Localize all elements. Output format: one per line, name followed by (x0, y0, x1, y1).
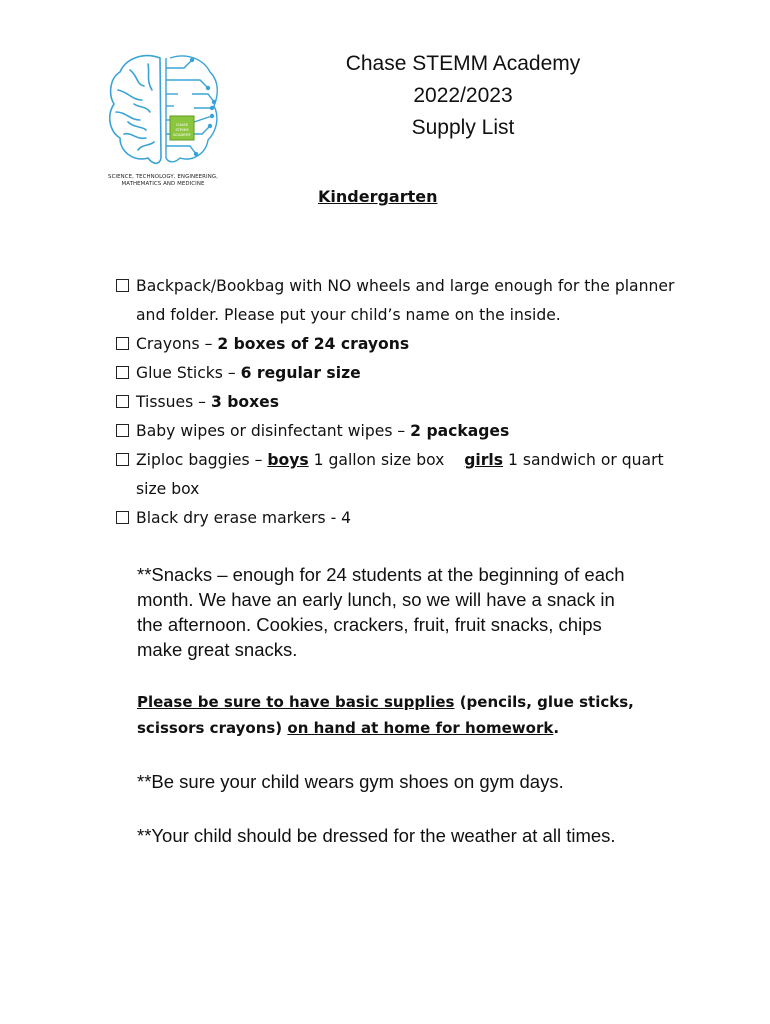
logo-caption: SCIENCE, TECHNOLOGY, ENGINEERING, MATHEMATICS AND MEDICINE (108, 174, 218, 187)
checkbox-icon[interactable] (116, 366, 129, 379)
supply-list (116, 272, 696, 533)
basic-supplies-note: Please be sure to have basic supplies (pencils, glue sticks, scissors crayons) on hand at home for homework. (137, 693, 634, 737)
checkbox-icon[interactable] (116, 424, 129, 437)
school-year: 2022/2023 (413, 84, 513, 107)
weather-note: **Your child should be dressed for the weather at all times. (137, 825, 616, 846)
document-header (263, 48, 663, 144)
list-item: Glue Sticks – 6 regular size (116, 359, 696, 388)
checkbox-icon[interactable] (116, 279, 129, 292)
svg-text:ACADEMY: ACADEMY (173, 133, 191, 137)
checkbox-icon[interactable] (116, 395, 129, 408)
grade-heading: Kindergarten (318, 187, 438, 206)
list-item: Backpack/Bookbag with NO wheels and large enough for the planner and folder. Please put your child’s name on the inside. (116, 272, 696, 330)
list-item: Tissues – 3 boxes (116, 388, 696, 417)
list-item: Crayons – 2 boxes of 24 crayons (116, 330, 696, 359)
checkbox-icon[interactable] (116, 453, 129, 466)
checkbox-icon[interactable] (116, 337, 129, 350)
svg-text:STEMM: STEMM (175, 128, 189, 132)
document-title: Supply List (411, 116, 515, 139)
brain-circuit-icon (104, 50, 222, 172)
list-item: Baby wipes or disinfectant wipes – 2 packages (116, 417, 696, 446)
checkbox-icon[interactable] (116, 511, 129, 524)
badge-text: CHASE (175, 123, 189, 127)
school-logo (104, 50, 222, 195)
school-name: Chase STEMM Academy (345, 52, 581, 75)
list-item: Ziploc baggies – boys 1 gallon size box girls 1 sandwich or quart size box (116, 446, 696, 504)
list-item: Black dry erase markers - 4 (116, 504, 696, 533)
gym-note: **Be sure your child wears gym shoes on gym days. (137, 771, 564, 792)
snacks-note: **Snacks – enough for 24 students at the beginning of each month. We have an early lunch, so we will have a snack in the afternoon. Cookies, crackers, fruit, fruit snacks, chips make great snacks. (137, 564, 625, 660)
